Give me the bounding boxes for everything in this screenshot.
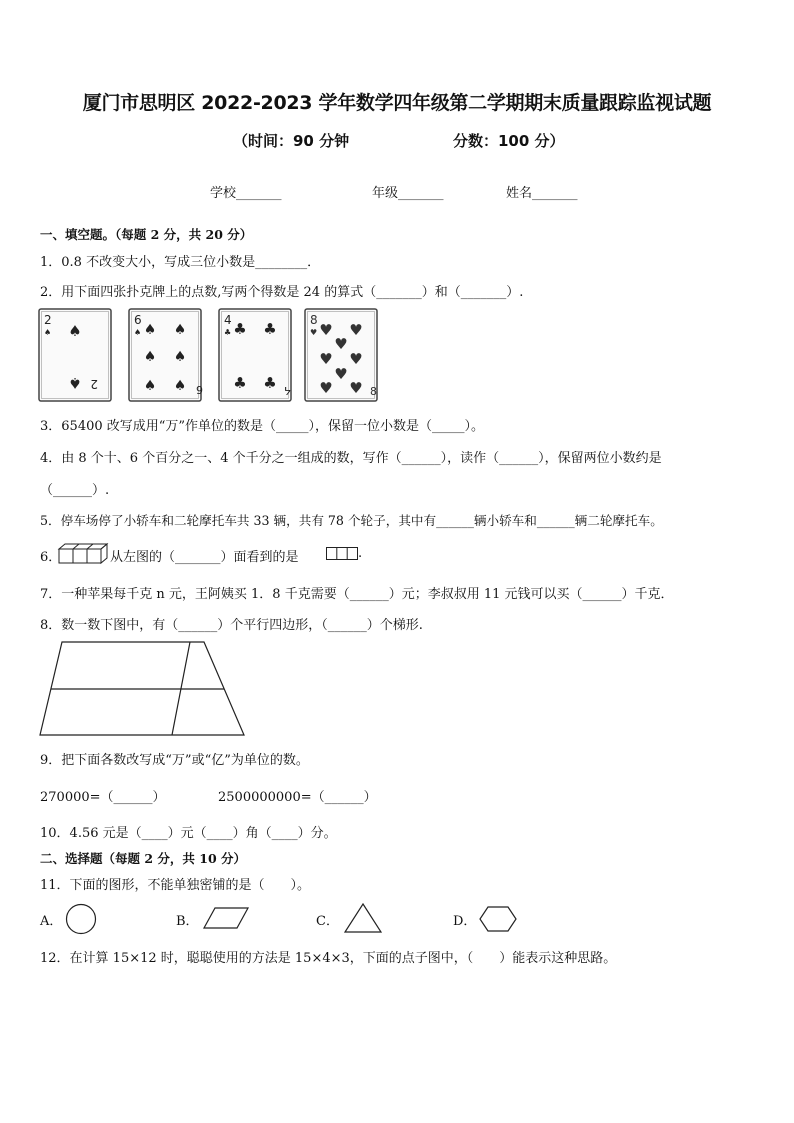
svg-text:♠: ♠	[44, 328, 52, 337]
svg-text:♠: ♠	[143, 378, 157, 394]
school-field: 学校_______	[210, 186, 282, 201]
section2-heading: 二、选择题（每题 2 分，共 10 分）	[40, 851, 247, 866]
question-9a: 270000=（______）	[40, 790, 166, 805]
circle-shape-icon	[65, 903, 97, 935]
svg-text:ᔭ: ᔭ	[284, 385, 291, 398]
question-8: 8．数一数下图中，有（______）个平行四边形，（______）个梯形.	[40, 618, 423, 633]
svg-text:♥: ♥	[349, 350, 363, 368]
option-a-label: A．	[40, 914, 63, 929]
exam-score: 分数：100 分）	[453, 132, 565, 150]
svg-text:♠: ♠	[134, 328, 142, 337]
card-2-spades	[39, 309, 111, 401]
card-8-hearts	[305, 309, 377, 401]
svg-text:♥: ♥	[319, 350, 333, 368]
svg-text:♥: ♥	[334, 365, 348, 383]
svg-text:♠: ♠	[173, 378, 187, 394]
exam-title: 厦门市思明区 2022-2023 学年数学四年级第二学期期末质量跟踪监视试题	[82, 92, 712, 114]
exam-time: （时间：90 分钟	[233, 132, 350, 150]
question-10: 10．4.56 元是（____）元（____）角（____）分。	[40, 826, 337, 841]
grade-field: 年级_______	[372, 186, 444, 201]
question-6-text: 从左图的（_______）面看到的是	[110, 550, 299, 565]
question-9: 9．把下面各数改写成“万”或“亿”为单位的数。	[40, 753, 309, 768]
svg-text:4: 4	[224, 313, 232, 327]
question-4-line2: （______）.	[40, 483, 110, 498]
svg-text:2: 2	[44, 313, 52, 327]
question-6-end: .	[358, 546, 363, 561]
svg-text:♣: ♣	[263, 320, 277, 338]
svg-text:♥: ♥	[319, 379, 333, 397]
question-6-number: 6．	[40, 550, 62, 565]
svg-text:♥: ♥	[349, 379, 363, 397]
view-squares-figure	[326, 547, 358, 560]
question-3: 3．65400 改写成用“万”作单位的数是（_____），保留一位小数是（_____）。	[40, 419, 485, 434]
svg-text:8: 8	[310, 313, 318, 327]
question-5: 5．停车场停了小轿车和二轮摩托车共 33 辆，共有 78 个轮子，其中有______辆小轿车和______辆二轮摩托车。	[40, 513, 663, 528]
option-c-label: C．	[316, 914, 339, 929]
question-4-line1: 4．由 8 个十、6 个百分之一、4 个千分之一组成的数，写作（______），读作（______），保留两位小数约是	[40, 451, 662, 466]
triangle-shape-icon	[343, 903, 383, 933]
svg-text:6: 6	[134, 313, 142, 327]
name-field: 姓名_______	[506, 186, 578, 201]
svg-text:♣: ♣	[233, 320, 247, 338]
card-6-spades	[129, 309, 203, 401]
question-12: 12．在计算 15×12 时，聪聪使用的方法是 15×4×3，下面的点子图中，（ ）能表示这种思路。	[40, 951, 617, 966]
svg-text:♣: ♣	[224, 328, 232, 337]
svg-text:♠: ♠	[173, 349, 187, 365]
question-2: 2．用下面四张扑克牌上的点数,写两个得数是 24 的算式（_______）和（_______）.	[40, 285, 524, 300]
question-1: 1．0.8 不改变大小，写成三位小数是________．	[40, 255, 321, 270]
svg-text:♠: ♠	[143, 349, 157, 365]
question-7: 7．一种苹果每千克 n 元，王阿姨买 1．8 千克需要（______）元；李叔叔用 11 元钱可以买（______）千克．	[40, 587, 674, 602]
parallelogram-shape-icon	[203, 907, 249, 929]
svg-text:9: 9	[196, 384, 203, 397]
svg-text:♥: ♥	[349, 321, 363, 339]
svg-text:♠: ♠	[173, 322, 187, 338]
svg-text:♥: ♥	[319, 321, 333, 339]
option-b-label: B．	[176, 914, 199, 929]
cube-stack-figure	[58, 543, 110, 565]
option-d-label: D．	[453, 914, 477, 929]
svg-text:♥: ♥	[334, 335, 348, 353]
svg-text:♠: ♠	[68, 374, 82, 392]
hexagon-shape-icon	[479, 906, 517, 932]
svg-text:♥: ♥	[310, 328, 318, 337]
svg-text:♠: ♠	[143, 322, 157, 338]
section1-heading: 一、填空题。（每题 2 分，共 20 分）	[40, 227, 253, 242]
card-4-clubs	[219, 309, 291, 401]
svg-text:♣: ♣	[233, 374, 247, 392]
svg-text:8: 8	[370, 385, 377, 398]
svg-text:♠: ♠	[68, 322, 82, 340]
svg-text:2: 2	[90, 377, 98, 391]
question-11: 11．下面的图形，不能单独密铺的是（ ）。	[40, 878, 311, 893]
playing-cards	[38, 308, 378, 404]
quadrilateral-figure	[39, 640, 247, 738]
question-9b: 2500000000=（______）	[218, 790, 377, 805]
svg-text:♣: ♣	[263, 374, 277, 392]
